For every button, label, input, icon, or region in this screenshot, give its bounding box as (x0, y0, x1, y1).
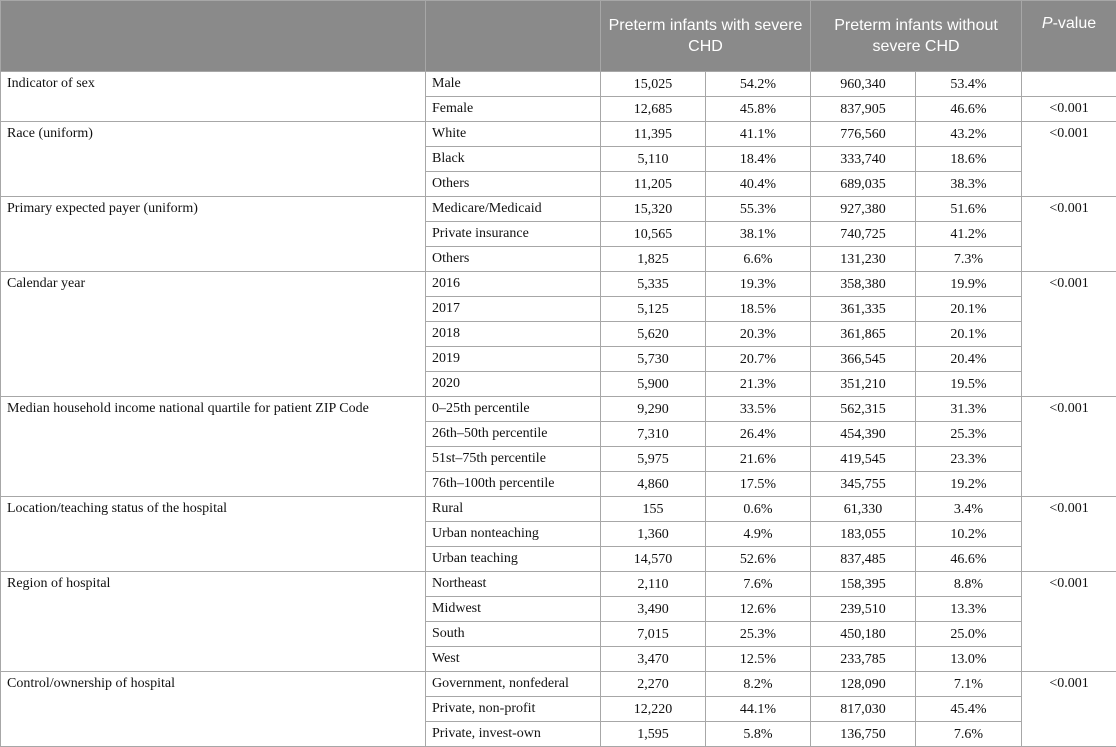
p-value-suffix: -value (1053, 15, 1097, 32)
without-percent-cell: 46.6% (916, 547, 1022, 572)
without-percent-cell: 46.6% (916, 97, 1022, 122)
without-percent-cell: 3.4% (916, 497, 1022, 522)
table-row (1, 672, 1116, 697)
with-count-cell: 10,565 (601, 222, 706, 247)
with-percent-cell: 21.3% (706, 372, 811, 397)
with-count-cell: 5,900 (601, 372, 706, 397)
table-row (1, 272, 1116, 297)
without-count-cell: 131,230 (811, 247, 916, 272)
with-percent-cell: 6.6% (706, 247, 811, 272)
category-cell: Midwest (426, 597, 601, 622)
without-count-cell: 740,725 (811, 222, 916, 247)
without-count-cell: 960,340 (811, 72, 916, 97)
without-percent-cell: 20.1% (916, 322, 1022, 347)
with-percent-cell: 12.5% (706, 647, 811, 672)
characteristic-cell: Race (uniform) (1, 122, 426, 197)
category-cell: Black (426, 147, 601, 172)
without-percent-cell: 53.4% (916, 72, 1022, 97)
with-count-cell: 5,110 (601, 147, 706, 172)
table-row (1, 572, 1116, 597)
category-cell: Rural (426, 497, 601, 522)
p-value-cell: <0.001 (1022, 122, 1116, 197)
p-value-cell: <0.001 (1022, 272, 1116, 397)
with-percent-cell: 33.5% (706, 397, 811, 422)
category-cell: Medicare/Medicaid (426, 197, 601, 222)
with-count-cell: 3,470 (601, 647, 706, 672)
without-percent-cell: 25.0% (916, 622, 1022, 647)
with-percent-cell: 40.4% (706, 172, 811, 197)
table-row (1, 197, 1116, 222)
header-with-severe-chd: Preterm infants with severe CHD (601, 1, 811, 72)
with-count-cell: 5,620 (601, 322, 706, 347)
with-percent-cell: 41.1% (706, 122, 811, 147)
with-count-cell: 5,335 (601, 272, 706, 297)
category-cell: 76th–100th percentile (426, 472, 601, 497)
table-header (1, 1, 1116, 72)
without-percent-cell: 13.0% (916, 647, 1022, 672)
with-count-cell: 5,975 (601, 447, 706, 472)
category-cell: South (426, 622, 601, 647)
category-cell: Northeast (426, 572, 601, 597)
header-characteristic (1, 1, 426, 72)
without-percent-cell: 8.8% (916, 572, 1022, 597)
table-row (1, 122, 1116, 147)
with-count-cell: 1,825 (601, 247, 706, 272)
category-cell: 2019 (426, 347, 601, 372)
without-count-cell: 837,905 (811, 97, 916, 122)
category-cell: West (426, 647, 601, 672)
with-count-cell: 155 (601, 497, 706, 522)
p-value-cell: <0.001 (1022, 572, 1116, 672)
without-count-cell: 351,210 (811, 372, 916, 397)
with-percent-cell: 20.3% (706, 322, 811, 347)
with-percent-cell: 20.7% (706, 347, 811, 372)
category-cell: 2016 (426, 272, 601, 297)
without-count-cell: 454,390 (811, 422, 916, 447)
without-count-cell: 562,315 (811, 397, 916, 422)
without-percent-cell: 20.1% (916, 297, 1022, 322)
category-cell: Male (426, 72, 601, 97)
with-percent-cell: 8.2% (706, 672, 811, 697)
without-count-cell: 689,035 (811, 172, 916, 197)
without-count-cell: 345,755 (811, 472, 916, 497)
with-percent-cell: 12.6% (706, 597, 811, 622)
with-percent-cell: 17.5% (706, 472, 811, 497)
without-percent-cell: 41.2% (916, 222, 1022, 247)
without-percent-cell: 7.6% (916, 722, 1022, 747)
characteristic-cell: Calendar year (1, 272, 426, 397)
without-percent-cell: 45.4% (916, 697, 1022, 722)
category-cell: 51st–75th percentile (426, 447, 601, 472)
without-count-cell: 136,750 (811, 722, 916, 747)
with-count-cell: 5,125 (601, 297, 706, 322)
with-count-cell: 2,270 (601, 672, 706, 697)
with-count-cell: 14,570 (601, 547, 706, 572)
without-percent-cell: 7.1% (916, 672, 1022, 697)
without-count-cell: 61,330 (811, 497, 916, 522)
without-count-cell: 128,090 (811, 672, 916, 697)
without-count-cell: 419,545 (811, 447, 916, 472)
with-percent-cell: 52.6% (706, 547, 811, 572)
table-body (1, 72, 1116, 747)
characteristic-cell: Location/teaching status of the hospital (1, 497, 426, 572)
characteristic-cell: Control/ownership of hospital (1, 672, 426, 747)
with-percent-cell: 26.4% (706, 422, 811, 447)
without-percent-cell: 19.9% (916, 272, 1022, 297)
without-percent-cell: 7.3% (916, 247, 1022, 272)
with-count-cell: 11,395 (601, 122, 706, 147)
with-percent-cell: 19.3% (706, 272, 811, 297)
with-count-cell: 5,730 (601, 347, 706, 372)
header-without-severe-chd: Preterm infants without severe CHD (811, 1, 1022, 72)
with-percent-cell: 44.1% (706, 697, 811, 722)
characteristic-cell: Indicator of sex (1, 72, 426, 122)
p-value-cell: <0.001 (1022, 497, 1116, 572)
without-count-cell: 927,380 (811, 197, 916, 222)
category-cell: 2020 (426, 372, 601, 397)
with-count-cell: 12,220 (601, 697, 706, 722)
with-count-cell: 7,310 (601, 422, 706, 447)
category-cell: Others (426, 172, 601, 197)
category-cell: Urban nonteaching (426, 522, 601, 547)
table-row (1, 497, 1116, 522)
without-count-cell: 183,055 (811, 522, 916, 547)
with-percent-cell: 18.4% (706, 147, 811, 172)
with-percent-cell: 5.8% (706, 722, 811, 747)
with-percent-cell: 0.6% (706, 497, 811, 522)
category-cell: Urban teaching (426, 547, 601, 572)
without-percent-cell: 13.3% (916, 597, 1022, 622)
without-percent-cell: 25.3% (916, 422, 1022, 447)
without-count-cell: 358,380 (811, 272, 916, 297)
with-count-cell: 7,015 (601, 622, 706, 647)
characteristic-cell: Primary expected payer (uniform) (1, 197, 426, 272)
without-count-cell: 450,180 (811, 622, 916, 647)
without-count-cell: 361,335 (811, 297, 916, 322)
category-cell: Female (426, 97, 601, 122)
with-count-cell: 4,860 (601, 472, 706, 497)
header-category (426, 1, 601, 72)
without-percent-cell: 43.2% (916, 122, 1022, 147)
header-row (1, 1, 1116, 72)
without-count-cell: 817,030 (811, 697, 916, 722)
without-percent-cell: 18.6% (916, 147, 1022, 172)
without-count-cell: 333,740 (811, 147, 916, 172)
without-count-cell: 158,395 (811, 572, 916, 597)
table-row (1, 72, 1116, 97)
without-count-cell: 239,510 (811, 597, 916, 622)
category-cell: 2018 (426, 322, 601, 347)
with-count-cell: 9,290 (601, 397, 706, 422)
with-count-cell: 15,320 (601, 197, 706, 222)
without-count-cell: 361,865 (811, 322, 916, 347)
with-percent-cell: 38.1% (706, 222, 811, 247)
category-cell: Government, nonfederal (426, 672, 601, 697)
with-count-cell: 3,490 (601, 597, 706, 622)
category-cell: 0–25th percentile (426, 397, 601, 422)
category-cell: Others (426, 247, 601, 272)
p-value-cell: <0.001 (1022, 197, 1116, 272)
category-cell: Private, invest-own (426, 722, 601, 747)
category-cell: White (426, 122, 601, 147)
p-value-cell: <0.001 (1022, 397, 1116, 497)
with-percent-cell: 21.6% (706, 447, 811, 472)
without-count-cell: 776,560 (811, 122, 916, 147)
with-count-cell: 2,110 (601, 572, 706, 597)
characteristic-cell: Region of hospital (1, 572, 426, 672)
p-value-cell: <0.001 (1022, 672, 1116, 747)
without-count-cell: 837,485 (811, 547, 916, 572)
without-percent-cell: 31.3% (916, 397, 1022, 422)
without-percent-cell: 10.2% (916, 522, 1022, 547)
without-percent-cell: 19.2% (916, 472, 1022, 497)
without-percent-cell: 19.5% (916, 372, 1022, 397)
without-percent-cell: 23.3% (916, 447, 1022, 472)
with-count-cell: 1,595 (601, 722, 706, 747)
with-percent-cell: 7.6% (706, 572, 811, 597)
without-percent-cell: 51.6% (916, 197, 1022, 222)
category-cell: Private, non-profit (426, 697, 601, 722)
without-percent-cell: 20.4% (916, 347, 1022, 372)
category-cell: Private insurance (426, 222, 601, 247)
with-percent-cell: 54.2% (706, 72, 811, 97)
p-italic: P (1042, 15, 1053, 32)
with-count-cell: 15,025 (601, 72, 706, 97)
with-percent-cell: 25.3% (706, 622, 811, 647)
without-percent-cell: 38.3% (916, 172, 1022, 197)
characteristic-cell: Median household income national quartile for patient ZIP Code (1, 397, 426, 497)
header-p-value (1022, 1, 1116, 72)
with-count-cell: 12,685 (601, 97, 706, 122)
with-percent-cell: 45.8% (706, 97, 811, 122)
without-count-cell: 233,785 (811, 647, 916, 672)
p-value-cell (1022, 72, 1116, 97)
with-percent-cell: 55.3% (706, 197, 811, 222)
category-cell: 26th–50th percentile (426, 422, 601, 447)
category-cell: 2017 (426, 297, 601, 322)
with-percent-cell: 4.9% (706, 522, 811, 547)
with-percent-cell: 18.5% (706, 297, 811, 322)
p-value-cell: <0.001 (1022, 97, 1116, 122)
with-count-cell: 11,205 (601, 172, 706, 197)
without-count-cell: 366,545 (811, 347, 916, 372)
table-row (1, 397, 1116, 422)
with-count-cell: 1,360 (601, 522, 706, 547)
